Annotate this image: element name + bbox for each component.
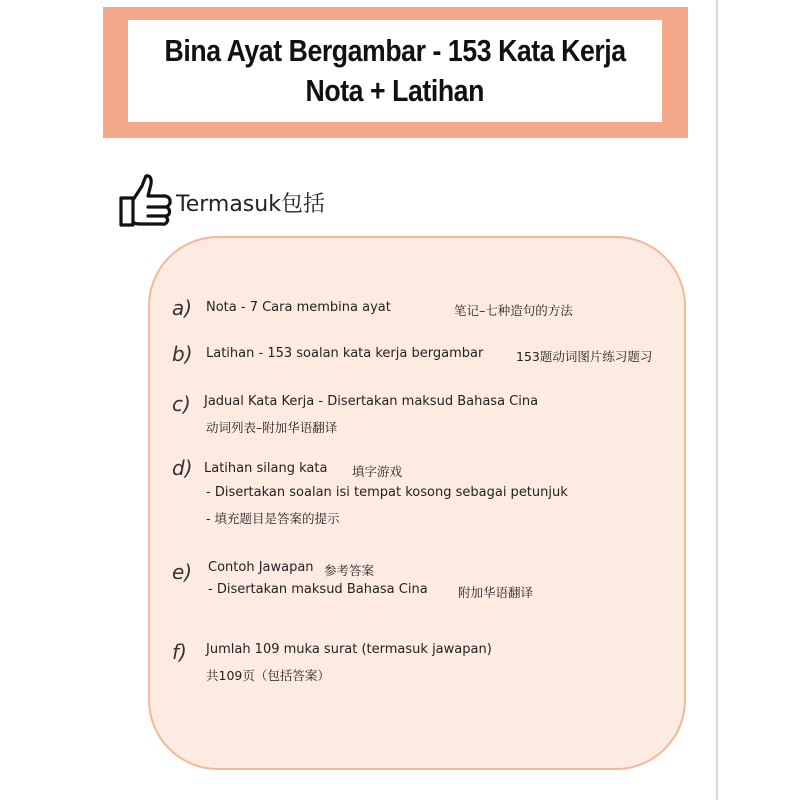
item-subtext: - Disertakan soalan isi tempat kosong sebagai petunjuk — [206, 485, 568, 500]
item-letter: d) — [172, 456, 193, 480]
title-box — [128, 20, 662, 122]
item-letter: a) — [172, 296, 193, 320]
section-heading — [118, 172, 325, 228]
item-letter: e) — [172, 560, 193, 584]
item-text-chinese: 动词列表–附加华语翻译 — [206, 420, 338, 435]
item-text-chinese: 共109页（包括答案） — [206, 668, 330, 683]
title-line-2: Nota + Latihan — [305, 73, 485, 108]
item-text-chinese: 参考答案 — [324, 563, 375, 578]
thumbs-up-icon — [118, 172, 172, 228]
page-edge — [716, 0, 718, 800]
item-letter: f) — [172, 640, 187, 664]
item-letter: b) — [172, 342, 193, 366]
title-line-1: Bina Ayat Bergambar - 153 Kata Kerja — [164, 33, 626, 68]
item-text-chinese: 153题动词图片练习题习 — [516, 349, 653, 364]
item-text: Nota - 7 Cara membina ayat — [206, 300, 391, 315]
item-text: Jadual Kata Kerja - Disertakan maksud Bahasa Cina — [204, 394, 539, 409]
item-text-chinese: 笔记–七种造句的方法 — [454, 303, 573, 318]
item-subtext: - Disertakan maksud Bahasa Cina — [208, 582, 428, 597]
section-heading-text: Termasuk包括 — [176, 191, 325, 217]
item-text: Contoh Jawapan — [208, 560, 314, 575]
item-text: Latihan - 153 soalan kata kerja bergambar — [206, 346, 484, 361]
item-subtext-chinese: 附加华语翻译 — [458, 585, 534, 600]
item-subtext-chinese: - 填充题目是答案的提示 — [206, 511, 340, 526]
item-text-chinese: 填字游戏 — [352, 464, 403, 479]
item-text: Latihan silang kata — [204, 461, 328, 476]
content-box — [148, 236, 686, 770]
item-text: Jumlah 109 muka surat (termasuk jawapan) — [206, 642, 492, 657]
item-letter: c) — [172, 392, 191, 416]
